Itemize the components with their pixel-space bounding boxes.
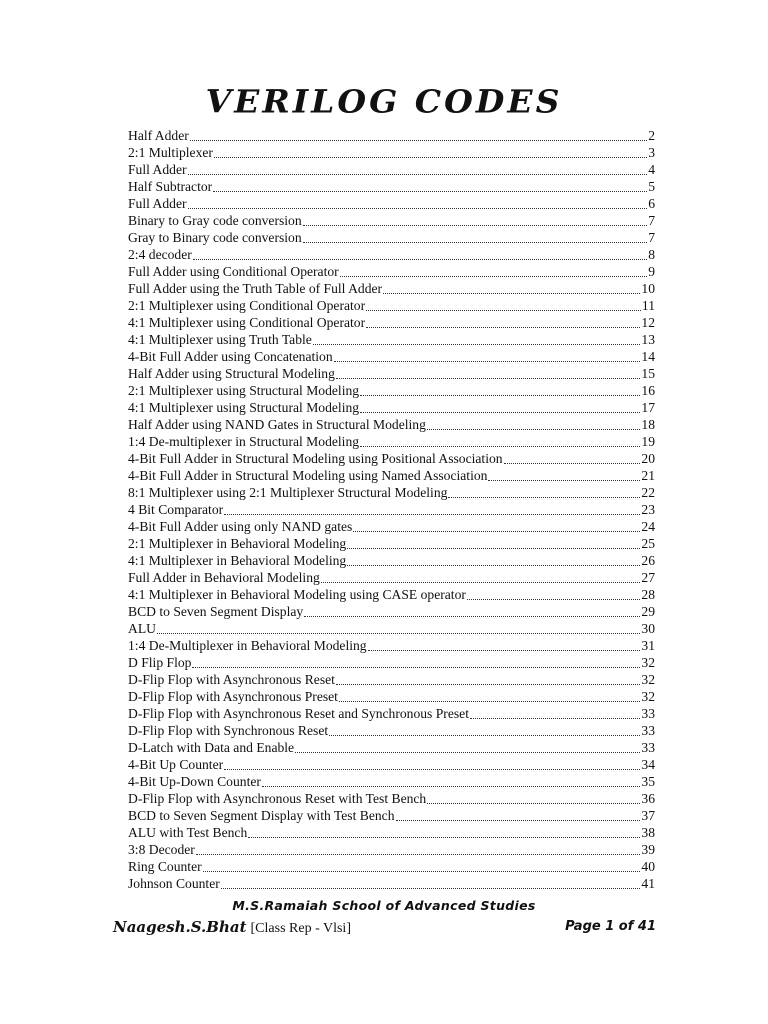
toc-entry-title: 4:1 Multiplexer using Truth Table <box>128 332 312 347</box>
toc-entry[interactable] <box>128 264 655 281</box>
toc-entry-page-number: 41 <box>641 876 655 891</box>
toc-entry-title: Full Adder <box>128 196 187 211</box>
toc-entry[interactable] <box>128 706 655 723</box>
toc-entry-page-number: 31 <box>641 638 655 653</box>
toc-dot-leader <box>190 130 647 141</box>
toc-entry-title: Full Adder in Behavioral Modeling <box>128 570 320 585</box>
toc-entry-title: D-Flip Flop with Asynchronous Reset and Synchronous Preset <box>128 706 469 721</box>
toc-entry-title: D-Flip Flop with Asynchronous Reset <box>128 672 335 687</box>
toc-dot-leader <box>448 487 640 498</box>
toc-dot-leader <box>303 215 648 226</box>
toc-dot-leader <box>214 147 647 158</box>
toc-entry-title: 2:1 Multiplexer <box>128 145 213 160</box>
toc-entry-page-number: 18 <box>641 417 655 432</box>
toc-entry[interactable] <box>128 689 655 706</box>
toc-entry[interactable] <box>128 281 655 298</box>
toc-entry-title: 2:1 Multiplexer using Structural Modeling <box>128 383 360 398</box>
toc-entry[interactable] <box>128 349 655 366</box>
toc-entry-title: 1:4 De-multiplexer in Structural Modeling <box>128 434 360 449</box>
toc-entry[interactable] <box>128 298 655 315</box>
toc-entry-page-number: 12 <box>641 315 655 330</box>
toc-dot-leader <box>360 402 640 413</box>
toc-entry-title: ALU with Test Bench <box>128 825 248 840</box>
toc-entry-title: 4 Bit Comparator <box>128 502 224 517</box>
toc-entry-title: Binary to Gray code conversion <box>128 213 302 228</box>
toc-dot-leader <box>470 708 640 719</box>
toc-entry-page-number: 34 <box>641 757 655 772</box>
toc-entry-page-number: 13 <box>641 332 655 347</box>
toc-entry-page-number: 40 <box>641 859 655 874</box>
toc-entry-title: Full Adder using the Truth Table of Full Adder <box>128 281 383 296</box>
table-of-contents <box>128 128 655 893</box>
toc-dot-leader <box>221 878 641 889</box>
toc-dot-leader <box>196 844 641 855</box>
toc-entry-title: Half Subtractor <box>128 179 213 194</box>
toc-entry[interactable] <box>128 502 655 519</box>
toc-entry-page-number: 7 <box>648 213 655 228</box>
toc-entry[interactable] <box>128 672 655 689</box>
toc-entry-title: D-Latch with Data and Enable <box>128 740 295 755</box>
toc-entry[interactable] <box>128 842 655 859</box>
toc-entry-title: Johnson Counter <box>128 876 220 891</box>
toc-entry-page-number: 2 <box>648 128 655 143</box>
toc-entry-title: Ring Counter <box>128 859 202 874</box>
toc-dot-leader <box>340 266 648 277</box>
toc-dot-leader <box>504 453 641 464</box>
toc-dot-leader <box>366 317 640 328</box>
toc-entry-page-number: 35 <box>641 774 655 789</box>
toc-dot-leader <box>321 572 641 583</box>
toc-dot-leader <box>213 181 647 192</box>
toc-entry[interactable] <box>128 230 655 247</box>
toc-entry-title: BCD to Seven Segment Display with Test Bench <box>128 808 395 823</box>
toc-entry[interactable] <box>128 621 655 638</box>
toc-dot-leader <box>427 419 641 430</box>
toc-entry-page-number: 10 <box>641 281 655 296</box>
toc-dot-leader <box>336 368 641 379</box>
toc-entry-page-number: 7 <box>648 230 655 245</box>
toc-entry-page-number: 3 <box>648 145 655 160</box>
toc-entry-page-number: 16 <box>641 383 655 398</box>
toc-entry[interactable] <box>128 774 655 791</box>
toc-entry[interactable] <box>128 655 655 672</box>
toc-dot-leader <box>248 827 640 838</box>
toc-entry-page-number: 21 <box>641 468 655 483</box>
toc-dot-leader <box>203 861 641 872</box>
toc-entry-title: 4-Bit Full Adder in Structural Modeling using Named Association <box>128 468 488 483</box>
toc-entry[interactable] <box>128 536 655 553</box>
toc-entry-title: D-Flip Flop with Asynchronous Preset <box>128 689 338 704</box>
toc-entry-title: BCD to Seven Segment Display <box>128 604 304 619</box>
toc-entry-page-number: 27 <box>641 570 655 585</box>
toc-entry-title: 4:1 Multiplexer using Structural Modeling <box>128 400 360 415</box>
toc-entry-page-number: 6 <box>648 196 655 211</box>
toc-entry-title: 4-Bit Full Adder in Structural Modeling using Positional Association <box>128 451 503 466</box>
toc-entry[interactable] <box>128 213 655 230</box>
toc-entry-title: 4:1 Multiplexer using Conditional Operator <box>128 315 366 330</box>
toc-dot-leader <box>224 759 640 770</box>
toc-entry-page-number: 22 <box>641 485 655 500</box>
author-role: [Class Rep - Vlsi] <box>250 921 351 936</box>
toc-entry-title: 8:1 Multiplexer using 2:1 Multiplexer Structural Modeling <box>128 485 448 500</box>
toc-entry-title: 4-Bit Up-Down Counter <box>128 774 261 789</box>
toc-entry[interactable] <box>128 468 655 485</box>
toc-entry-title: 3:8 Decoder <box>128 842 195 857</box>
toc-entry[interactable] <box>128 145 655 162</box>
toc-entry-page-number: 4 <box>648 162 655 177</box>
toc-entry[interactable] <box>128 196 655 213</box>
toc-entry-title: 2:1 Multiplexer using Conditional Operator <box>128 298 366 313</box>
toc-entry[interactable] <box>128 332 655 349</box>
toc-entry-page-number: 5 <box>648 179 655 194</box>
toc-entry-page-number: 24 <box>641 519 655 534</box>
author-name: Naagesh.S.Bhat <box>113 918 247 936</box>
toc-dot-leader <box>366 300 641 311</box>
toc-entry-title: 1:4 De-Multiplexer in Behavioral Modeling <box>128 638 367 653</box>
toc-entry[interactable] <box>128 434 655 451</box>
toc-entry-title: 4-Bit Up Counter <box>128 757 224 772</box>
toc-entry[interactable] <box>128 247 655 264</box>
toc-dot-leader <box>360 436 640 447</box>
toc-dot-leader <box>329 725 640 736</box>
toc-entry-page-number: 8 <box>648 247 655 262</box>
toc-entry-page-number: 20 <box>641 451 655 466</box>
toc-entry-page-number: 39 <box>641 842 655 857</box>
toc-entry-title: 4-Bit Full Adder using only NAND gates <box>128 519 353 534</box>
toc-entry[interactable] <box>128 604 655 621</box>
toc-dot-leader <box>383 283 640 294</box>
toc-dot-leader <box>262 776 641 787</box>
toc-entry[interactable] <box>128 757 655 774</box>
toc-dot-leader <box>347 555 640 566</box>
toc-entry-title: Full Adder <box>128 162 187 177</box>
toc-entry-title: 4:1 Multiplexer in Behavioral Modeling <box>128 553 347 568</box>
toc-entry-page-number: 36 <box>641 791 655 806</box>
toc-entry-title: Half Adder using Structural Modeling <box>128 366 335 381</box>
toc-entry-page-number: 17 <box>641 400 655 415</box>
toc-entry-page-number: 33 <box>641 740 655 755</box>
toc-entry-title: D-Flip Flop with Asynchronous Reset with Test Bench <box>128 791 427 806</box>
toc-entry-page-number: 37 <box>641 808 655 823</box>
toc-dot-leader <box>368 640 641 651</box>
toc-dot-leader <box>304 606 640 617</box>
toc-entry-page-number: 14 <box>641 349 655 364</box>
toc-entry-page-number: 38 <box>641 825 655 840</box>
toc-entry-page-number: 25 <box>641 536 655 551</box>
toc-entry-title: Half Adder <box>128 128 189 143</box>
toc-entry-page-number: 15 <box>641 366 655 381</box>
toc-dot-leader <box>353 521 640 532</box>
toc-entry-page-number: 11 <box>641 298 655 313</box>
toc-entry[interactable] <box>128 519 655 536</box>
toc-dot-leader <box>188 198 648 209</box>
toc-entry-page-number: 26 <box>641 553 655 568</box>
toc-dot-leader <box>192 657 640 668</box>
toc-entry[interactable] <box>128 162 655 179</box>
toc-entry-page-number: 9 <box>648 264 655 279</box>
toc-dot-leader <box>303 232 648 243</box>
toc-entry-title: 4:1 Multiplexer in Behavioral Modeling using CASE operator <box>128 587 466 602</box>
toc-entry[interactable] <box>128 128 655 145</box>
toc-entry-page-number: 33 <box>641 723 655 738</box>
footer-school-name: M.S.Ramaiah School of Advanced Studies <box>232 898 536 913</box>
toc-entry-title: 2:4 decoder <box>128 247 192 262</box>
toc-entry-title: ALU <box>128 621 156 636</box>
toc-entry[interactable] <box>128 451 655 468</box>
toc-entry[interactable] <box>128 366 655 383</box>
toc-entry-title: 4-Bit Full Adder using Concatenation <box>128 349 333 364</box>
toc-entry[interactable] <box>128 179 655 196</box>
toc-entry[interactable] <box>128 723 655 740</box>
toc-dot-leader <box>467 589 641 600</box>
toc-entry-title: Gray to Binary code conversion <box>128 230 302 245</box>
document-title: VERILOG CODES <box>205 82 563 121</box>
toc-entry[interactable] <box>128 876 655 893</box>
toc-entry[interactable] <box>128 825 655 842</box>
toc-entry[interactable] <box>128 859 655 876</box>
toc-dot-leader <box>188 164 648 175</box>
toc-entry-page-number: 32 <box>641 672 655 687</box>
toc-entry-page-number: 32 <box>641 689 655 704</box>
toc-entry[interactable] <box>128 485 655 502</box>
toc-entry-title: D-Flip Flop with Synchronous Reset <box>128 723 329 738</box>
toc-entry[interactable] <box>128 587 655 604</box>
toc-dot-leader <box>224 504 640 515</box>
toc-entry[interactable] <box>128 570 655 587</box>
toc-entry-title: 2:1 Multiplexer in Behavioral Modeling <box>128 536 347 551</box>
toc-entry-page-number: 19 <box>641 434 655 449</box>
toc-entry[interactable] <box>128 315 655 332</box>
toc-entry[interactable] <box>128 791 655 808</box>
toc-dot-leader <box>295 742 640 753</box>
toc-dot-leader <box>157 623 640 634</box>
toc-entry-title: Full Adder using Conditional Operator <box>128 264 339 279</box>
toc-entry-page-number: 32 <box>641 655 655 670</box>
toc-entry[interactable] <box>128 553 655 570</box>
toc-dot-leader <box>427 793 640 804</box>
toc-entry-page-number: 29 <box>641 604 655 619</box>
toc-dot-leader <box>339 691 640 702</box>
toc-entry-page-number: 23 <box>641 502 655 517</box>
toc-entry-page-number: 33 <box>641 706 655 721</box>
toc-dot-leader <box>360 385 640 396</box>
toc-entry[interactable] <box>128 638 655 655</box>
footer-author <box>113 918 351 937</box>
toc-entry-page-number: 28 <box>641 587 655 602</box>
toc-entry[interactable] <box>128 400 655 417</box>
toc-dot-leader <box>193 249 647 260</box>
toc-dot-leader <box>488 470 640 481</box>
toc-entry[interactable] <box>128 383 655 400</box>
toc-dot-leader <box>336 674 640 685</box>
toc-entry-title: Half Adder using NAND Gates in Structural Modeling <box>128 417 426 432</box>
toc-dot-leader <box>347 538 640 549</box>
toc-entry[interactable] <box>128 417 655 434</box>
toc-entry[interactable] <box>128 740 655 757</box>
toc-entry[interactable] <box>128 808 655 825</box>
toc-dot-leader <box>313 334 641 345</box>
toc-entry-title: D Flip Flop <box>128 655 192 670</box>
toc-dot-leader <box>334 351 641 362</box>
page-indicator: Page 1 of 41 <box>565 919 656 934</box>
toc-entry-page-number: 30 <box>641 621 655 636</box>
toc-dot-leader <box>396 810 641 821</box>
